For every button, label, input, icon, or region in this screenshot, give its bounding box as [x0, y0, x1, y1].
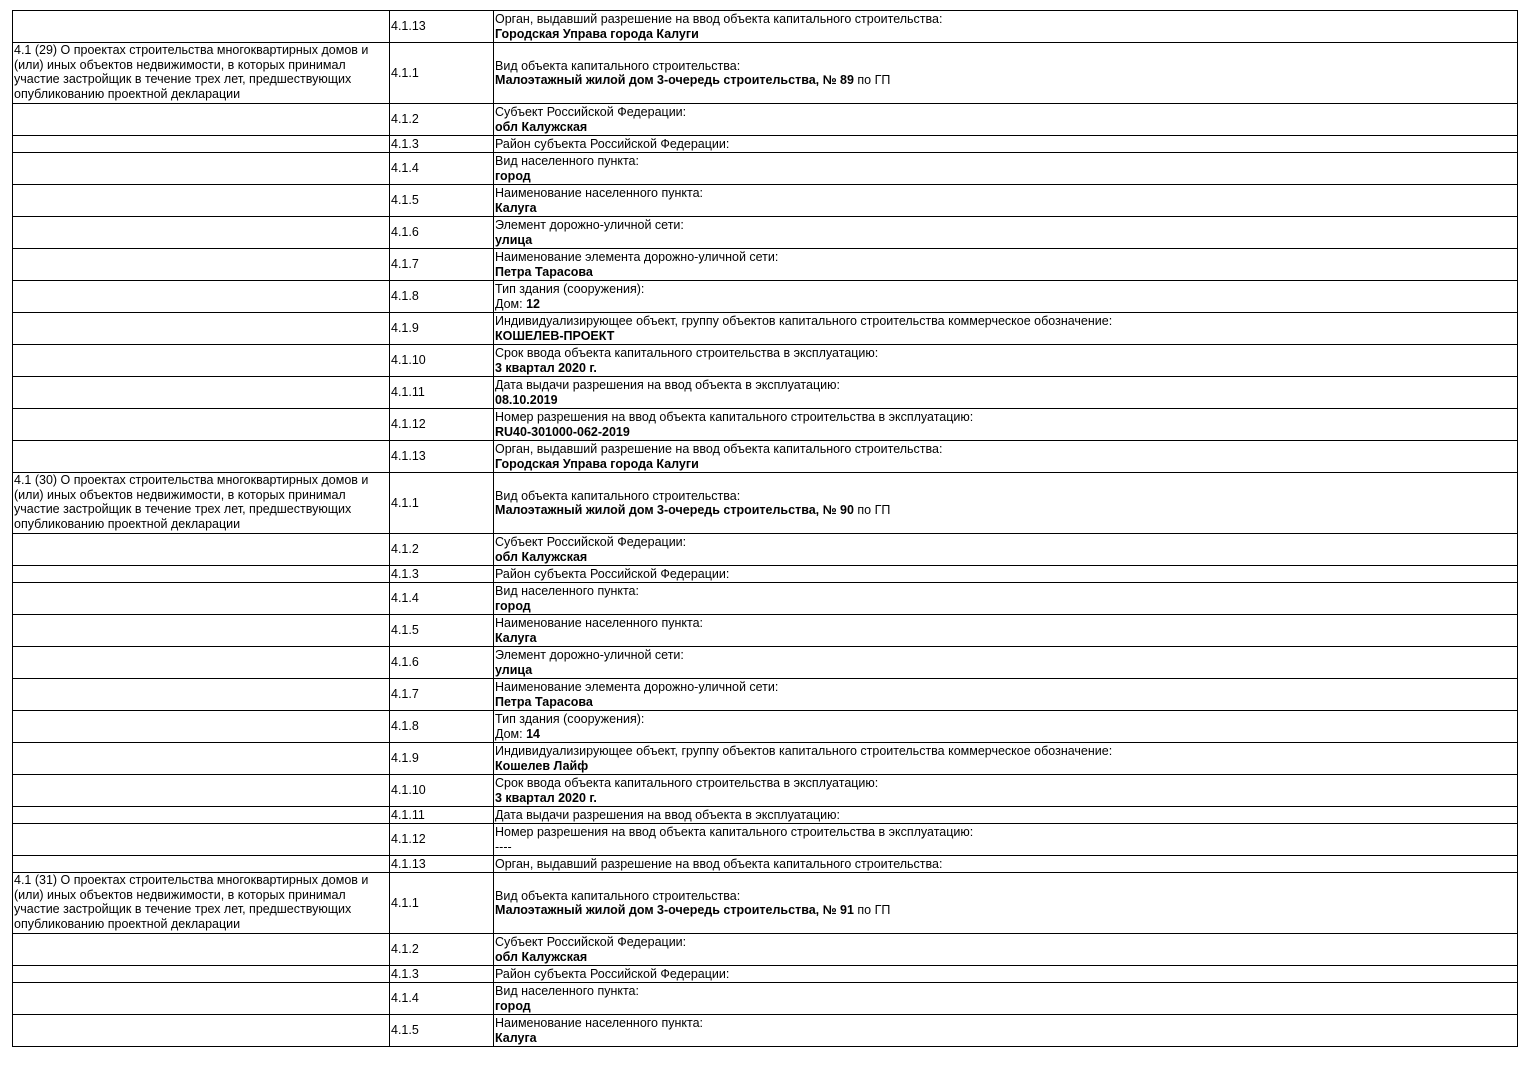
table-row [13, 313, 1518, 345]
table-row [13, 934, 1518, 966]
table-row [13, 807, 1518, 824]
field-value-bold: 14 [526, 726, 541, 741]
section-cell [13, 679, 390, 711]
section-cell [13, 441, 390, 473]
table-row [13, 711, 1518, 743]
code-cell: 4.1.12 [390, 824, 494, 856]
section-cell [13, 743, 390, 775]
table-row [13, 679, 1518, 711]
section-cell [13, 534, 390, 566]
field-value [495, 233, 1516, 248]
section-cell [13, 185, 390, 217]
table-row [13, 743, 1518, 775]
field-value-bold: 12 [526, 296, 541, 311]
code-cell: 4.1.1 [390, 873, 494, 934]
content-cell [494, 934, 1518, 966]
field-value-tail: по ГП [853, 73, 891, 87]
section-cell [13, 409, 390, 441]
content-cell [494, 409, 1518, 441]
table-row [13, 534, 1518, 566]
section-cell [13, 377, 390, 409]
section-cell [13, 824, 390, 856]
section-cell [13, 647, 390, 679]
field-value-tail: ---- [495, 839, 512, 854]
section-cell [13, 856, 390, 873]
field-label: Элемент дорожно-уличной сети: [495, 218, 684, 232]
content-cell [494, 136, 1518, 153]
field-value-bold: Калуга [495, 200, 537, 215]
field-value-bold: КОШЕЛЕВ-ПРОЕКТ [495, 328, 615, 343]
field-value-bold: город [495, 998, 531, 1013]
field-value [495, 457, 1516, 472]
field-value-bold: 08.10.2019 [495, 392, 558, 407]
field-label: Наименование элемента дорожно-уличной сети: [495, 680, 779, 694]
field-label: Наименование элемента дорожно-уличной сети: [495, 250, 779, 264]
section-cell [13, 966, 390, 983]
table-row [13, 1015, 1518, 1047]
field-value [495, 631, 1516, 646]
code-cell: 4.1.13 [390, 11, 494, 43]
field-label: Срок ввода объекта капитального строительства в эксплуатацию: [495, 776, 879, 790]
code-cell: 4.1.6 [390, 217, 494, 249]
field-value [495, 840, 1516, 855]
table-row [13, 615, 1518, 647]
content-cell [494, 153, 1518, 185]
code-cell: 4.1.7 [390, 679, 494, 711]
content-cell [494, 43, 1518, 104]
field-value-bold: Калуга [495, 1030, 537, 1045]
code-cell: 4.1.4 [390, 153, 494, 185]
field-value-bold: Малоэтажный жилой дом 3-очередь строительства, № 91 [495, 903, 854, 917]
field-label: Субъект Российской Федерации: [495, 935, 687, 949]
field-label: Вид населенного пункта: [495, 154, 639, 168]
content-cell [494, 377, 1518, 409]
table-row [13, 873, 1518, 934]
section-cell [13, 807, 390, 824]
content-cell [494, 11, 1518, 43]
section-cell [13, 313, 390, 345]
field-value [495, 393, 1516, 408]
field-value-tail: по ГП [853, 503, 891, 517]
field-label: Вид объекта капитального строительства: [495, 58, 741, 73]
field-label: Вид объекта капитального строительства: [495, 888, 741, 903]
code-cell: 4.1.2 [390, 934, 494, 966]
table-row [13, 566, 1518, 583]
table-row [13, 249, 1518, 281]
section-cell: 4.1 (31) О проектах строительства многоквартирных домов и (или) иных объектов недвижимости, в которых принимал участие застройщик в течение трех лет, предшествующих опубликованию проектной декларации [13, 873, 390, 934]
content-cell [494, 824, 1518, 856]
content-cell [494, 566, 1518, 583]
content-cell [494, 873, 1518, 934]
field-value-bold: обл Калужская [495, 949, 588, 964]
code-cell: 4.1.11 [390, 807, 494, 824]
field-value-bold: 3 квартал 2020 г. [495, 790, 597, 805]
field-value [495, 727, 1516, 742]
content-cell [494, 647, 1518, 679]
table-row [13, 345, 1518, 377]
content-cell [494, 615, 1518, 647]
table-row [13, 775, 1518, 807]
code-cell: 4.1.1 [390, 43, 494, 104]
section-cell: 4.1 (29) О проектах строительства многоквартирных домов и (или) иных объектов недвижимости, в которых принимал участие застройщик в течение трех лет, предшествующих опубликованию проектной декларации [13, 43, 390, 104]
table-row [13, 217, 1518, 249]
table-row [13, 441, 1518, 473]
section-cell [13, 583, 390, 615]
field-label: Срок ввода объекта капитального строительства в эксплуатацию: [495, 346, 879, 360]
content-cell [494, 534, 1518, 566]
field-label: Субъект Российской Федерации: [495, 105, 687, 119]
field-value [495, 120, 1516, 135]
table-row [13, 43, 1518, 104]
section-cell [13, 775, 390, 807]
field-value [495, 999, 1516, 1014]
section-cell [13, 11, 390, 43]
code-cell: 4.1.4 [390, 583, 494, 615]
content-cell [494, 583, 1518, 615]
field-value-bold: город [495, 598, 531, 613]
table-row [13, 966, 1518, 983]
field-label: Вид объекта капитального строительства: [495, 488, 741, 503]
code-cell: 4.1.8 [390, 281, 494, 313]
content-cell [494, 217, 1518, 249]
field-label: Тип здания (сооружения): [495, 712, 645, 726]
field-value [495, 27, 1516, 42]
content-cell [494, 313, 1518, 345]
table-row [13, 647, 1518, 679]
field-value-bold: город [495, 168, 531, 183]
content-cell [494, 473, 1518, 534]
code-cell: 4.1.9 [390, 313, 494, 345]
section-cell [13, 615, 390, 647]
field-value [495, 201, 1516, 216]
field-value-bold: Малоэтажный жилой дом 3-очередь строительства, № 90 [495, 503, 854, 517]
field-value-bold: Кошелев Лайф [495, 758, 589, 773]
section-cell [13, 153, 390, 185]
section-cell [13, 217, 390, 249]
content-cell [494, 966, 1518, 983]
field-value-bold: 3 квартал 2020 г. [495, 360, 597, 375]
field-label: Индивидуализирующее объект, группу объектов капитального строительства коммерческое обозначение: [495, 314, 1113, 328]
field-label: Наименование населенного пункта: [495, 1016, 704, 1030]
content-cell [494, 345, 1518, 377]
table-row [13, 473, 1518, 534]
field-label: Дата выдачи разрешения на ввод объекта в эксплуатацию: [495, 378, 840, 392]
field-value [495, 950, 1516, 965]
table-row [13, 153, 1518, 185]
section-cell [13, 249, 390, 281]
content-cell [494, 856, 1518, 873]
content-cell [494, 679, 1518, 711]
table-row [13, 281, 1518, 313]
code-cell: 4.1.5 [390, 1015, 494, 1047]
field-value [495, 329, 1516, 344]
code-cell: 4.1.12 [390, 409, 494, 441]
field-value [495, 791, 1516, 806]
field-label: Вид населенного пункта: [495, 584, 639, 598]
code-cell: 4.1.2 [390, 534, 494, 566]
declaration-table [12, 10, 1518, 1047]
field-value [495, 425, 1516, 440]
code-cell: 4.1.2 [390, 104, 494, 136]
field-value-bold: Петра Тарасова [495, 264, 593, 279]
field-label: Орган, выдавший разрешение на ввод объекта капитального строительства: [495, 856, 943, 871]
field-value-bold: улица [495, 662, 533, 677]
code-cell: 4.1.11 [390, 377, 494, 409]
content-cell [494, 249, 1518, 281]
field-value [495, 550, 1516, 565]
section-cell [13, 983, 390, 1015]
code-cell: 4.1.13 [390, 441, 494, 473]
field-value-bold: Калуга [495, 630, 537, 645]
section-cell [13, 281, 390, 313]
code-cell: 4.1.9 [390, 743, 494, 775]
section-cell [13, 566, 390, 583]
code-cell: 4.1.13 [390, 856, 494, 873]
field-value [495, 695, 1516, 710]
content-cell [494, 807, 1518, 824]
content-cell [494, 281, 1518, 313]
field-value [495, 903, 1516, 918]
field-label: Наименование населенного пункта: [495, 186, 704, 200]
content-cell [494, 743, 1518, 775]
field-label: Наименование населенного пункта: [495, 616, 704, 630]
field-label: Номер разрешения на ввод объекта капитального строительства в эксплуатацию: [495, 410, 974, 424]
content-cell [494, 104, 1518, 136]
field-label: Вид населенного пункта: [495, 984, 639, 998]
section-cell [13, 345, 390, 377]
code-cell: 4.1.3 [390, 966, 494, 983]
section-cell [13, 104, 390, 136]
table-row [13, 583, 1518, 615]
field-value [495, 1031, 1516, 1046]
field-label: Номер разрешения на ввод объекта капитального строительства в эксплуатацию: [495, 825, 974, 839]
table-row [13, 136, 1518, 153]
field-label: Дата выдачи разрешения на ввод объекта в эксплуатацию: [495, 807, 840, 822]
field-value-bold: Малоэтажный жилой дом 3-очередь строительства, № 89 [495, 73, 854, 87]
field-value [495, 361, 1516, 376]
section-cell [13, 711, 390, 743]
table-row [13, 824, 1518, 856]
table-row [13, 11, 1518, 43]
field-value [495, 503, 1516, 518]
content-cell [494, 441, 1518, 473]
content-cell [494, 775, 1518, 807]
field-value-bold: улица [495, 232, 533, 247]
content-cell [494, 983, 1518, 1015]
field-value [495, 759, 1516, 774]
field-value-bold: RU40-301000-062-2019 [495, 424, 630, 439]
code-cell: 4.1.3 [390, 136, 494, 153]
table-row [13, 983, 1518, 1015]
field-label: Индивидуализирующее объект, группу объектов капитального строительства коммерческое обозначение: [495, 744, 1113, 758]
field-value [495, 297, 1516, 312]
table-row [13, 185, 1518, 217]
field-label: Район субъекта Российской Федерации: [495, 966, 730, 981]
field-value-tail: по ГП [853, 903, 891, 917]
field-value-bold: Петра Тарасова [495, 694, 593, 709]
code-cell: 4.1.7 [390, 249, 494, 281]
section-cell [13, 136, 390, 153]
field-value [495, 169, 1516, 184]
field-value-bold: обл Калужская [495, 549, 588, 564]
table-row [13, 409, 1518, 441]
section-cell [13, 1015, 390, 1047]
code-cell: 4.1.8 [390, 711, 494, 743]
field-value [495, 599, 1516, 614]
field-value-prefix: Дом: [495, 296, 527, 311]
field-value [495, 265, 1516, 280]
code-cell: 4.1.1 [390, 473, 494, 534]
field-value-bold: Городская Управа города Калуги [495, 456, 699, 471]
field-value [495, 73, 1516, 88]
code-cell: 4.1.6 [390, 647, 494, 679]
field-value [495, 663, 1516, 678]
code-cell: 4.1.10 [390, 345, 494, 377]
field-label: Район субъекта Российской Федерации: [495, 566, 730, 581]
field-label: Орган, выдавший разрешение на ввод объекта капитального строительства: [495, 12, 943, 26]
table-row [13, 856, 1518, 873]
section-cell [13, 934, 390, 966]
field-value-bold: обл Калужская [495, 119, 588, 134]
code-cell: 4.1.4 [390, 983, 494, 1015]
code-cell: 4.1.5 [390, 615, 494, 647]
field-label: Субъект Российской Федерации: [495, 535, 687, 549]
field-value-prefix: Дом: [495, 726, 527, 741]
table-row [13, 104, 1518, 136]
field-value-bold: Городская Управа города Калуги [495, 26, 699, 41]
field-label: Тип здания (сооружения): [495, 282, 645, 296]
section-cell: 4.1 (30) О проектах строительства многоквартирных домов и (или) иных объектов недвижимости, в которых принимал участие застройщик в течение трех лет, предшествующих опубликованию проектной декларации [13, 473, 390, 534]
code-cell: 4.1.10 [390, 775, 494, 807]
content-cell [494, 711, 1518, 743]
field-label: Орган, выдавший разрешение на ввод объекта капитального строительства: [495, 442, 943, 456]
field-label: Район субъекта Российской Федерации: [495, 136, 730, 151]
code-cell: 4.1.5 [390, 185, 494, 217]
table-row [13, 377, 1518, 409]
content-cell [494, 185, 1518, 217]
content-cell [494, 1015, 1518, 1047]
field-label: Элемент дорожно-уличной сети: [495, 648, 684, 662]
code-cell: 4.1.3 [390, 566, 494, 583]
